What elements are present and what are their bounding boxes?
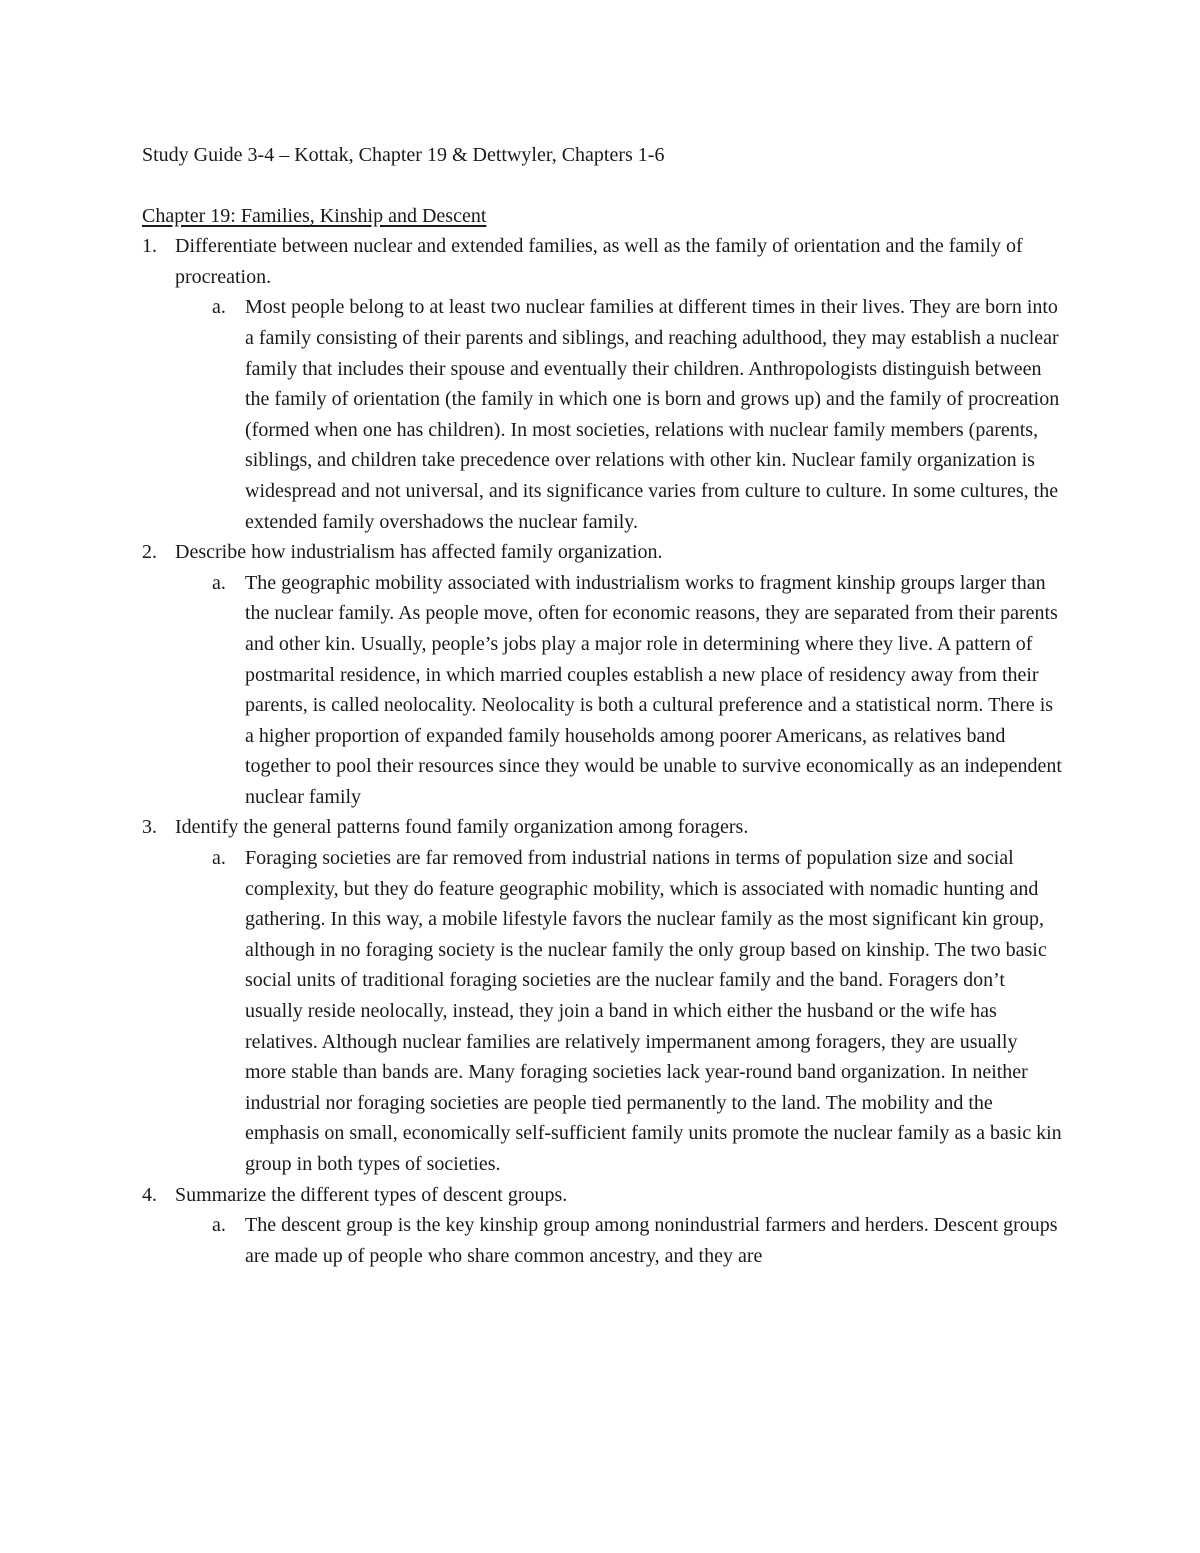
question-item	[142, 537, 1062, 812]
answer-letter: a.	[212, 571, 226, 594]
answer-item	[175, 568, 1062, 813]
question-item	[142, 1180, 1062, 1272]
question-text: Describe how industrialism has affected family organization.	[175, 541, 663, 564]
answer-list	[175, 1210, 1062, 1271]
answer-text: The geographic mobility associated with industrialism works to fragment kinship groups larger than the nuclear family. As people move, often for economic reasons, they are separated from their parents and other kin. Usually, people’s jobs play a major role in determining where they live. A pattern of postmarital residence, in which married couples establish a new place of residency away from their parents, is called neolocality. Neolocality is both a cultural preference and a statistical norm. There is a higher proportion of expanded family households among poorer Americans, as relatives band together to pool their resources since they would be unable to survive economically as an independent nuclear family	[245, 571, 1062, 808]
answer-letter: a.	[212, 847, 226, 870]
question-number: 4.	[142, 1183, 157, 1206]
document-title: Study Guide 3-4 – Kottak, Chapter 19 & Dettwyler, Chapters 1-6	[142, 144, 665, 166]
question-list	[142, 231, 1062, 1271]
answer-item	[175, 843, 1062, 1180]
answer-text: Foraging societies are far removed from industrial nations in terms of population size and social complexity, but they do feature geographic mobility, which is associated with nomadic hunting and gathering. In this way, a mobile lifestyle favors the nuclear family as the most significant kin group, although in no foraging society is the nuclear family the only group based on kinship. The two basic social units of traditional foraging societies are the nuclear family and the band. Foragers don’t usually reside neolocally, instead, they join a band in which either the husband or the wife has relatives. Although nuclear families are relatively impermanent among foragers, they are usually more stable than bands are. Many foraging societies lack year-round band organization. In neither industrial nor foraging societies are people tied permanently to the land. The mobility and the emphasis on small, economically self-sufficient family units promote the nuclear family as a basic kin group in both types of societies.	[245, 847, 1062, 1175]
answer-item	[175, 292, 1062, 537]
question-item	[142, 231, 1062, 537]
question-text: Differentiate between nuclear and extended families, as well as the family of orientation and the family of procreation.	[175, 235, 1023, 288]
document-page	[142, 140, 1062, 1271]
answer-item	[175, 1210, 1062, 1271]
question-number: 3.	[142, 816, 157, 839]
question-number: 1.	[142, 235, 157, 258]
answer-list	[175, 292, 1062, 537]
question-item	[142, 812, 1062, 1179]
answer-text: Most people belong to at least two nuclear families at different times in their lives. They are born into a family consisting of their parents and siblings, and reaching adulthood, they may establish a nuclear family that includes their spouse and eventually their children. Anthropologists distinguish between the family of orientation (the family in which one is born and grows up) and the family of procreation (formed when one has children). In most societies, relations with nuclear family members (parents, siblings, and children take precedence over relations with other kin. Nuclear family organization is widespread and not universal, and its significance varies from culture to culture. In some cultures, the extended family overshadows the nuclear family.	[245, 296, 1060, 533]
chapter-heading-line	[142, 201, 1062, 232]
answer-text: The descent group is the key kinship group among nonindustrial farmers and herders. Descent groups are made up of people who share common ancestry, and they are	[245, 1214, 1058, 1267]
question-text: Identify the general patterns found family organization among foragers.	[175, 816, 749, 839]
question-number: 2.	[142, 541, 157, 564]
chapter-heading: Chapter 19: Families, Kinship and Descent	[142, 204, 487, 227]
answer-list	[175, 843, 1062, 1180]
answer-letter: a.	[212, 296, 226, 319]
question-text: Summarize the different types of descent groups.	[175, 1183, 568, 1206]
answer-letter: a.	[212, 1214, 226, 1237]
answer-list	[175, 568, 1062, 813]
